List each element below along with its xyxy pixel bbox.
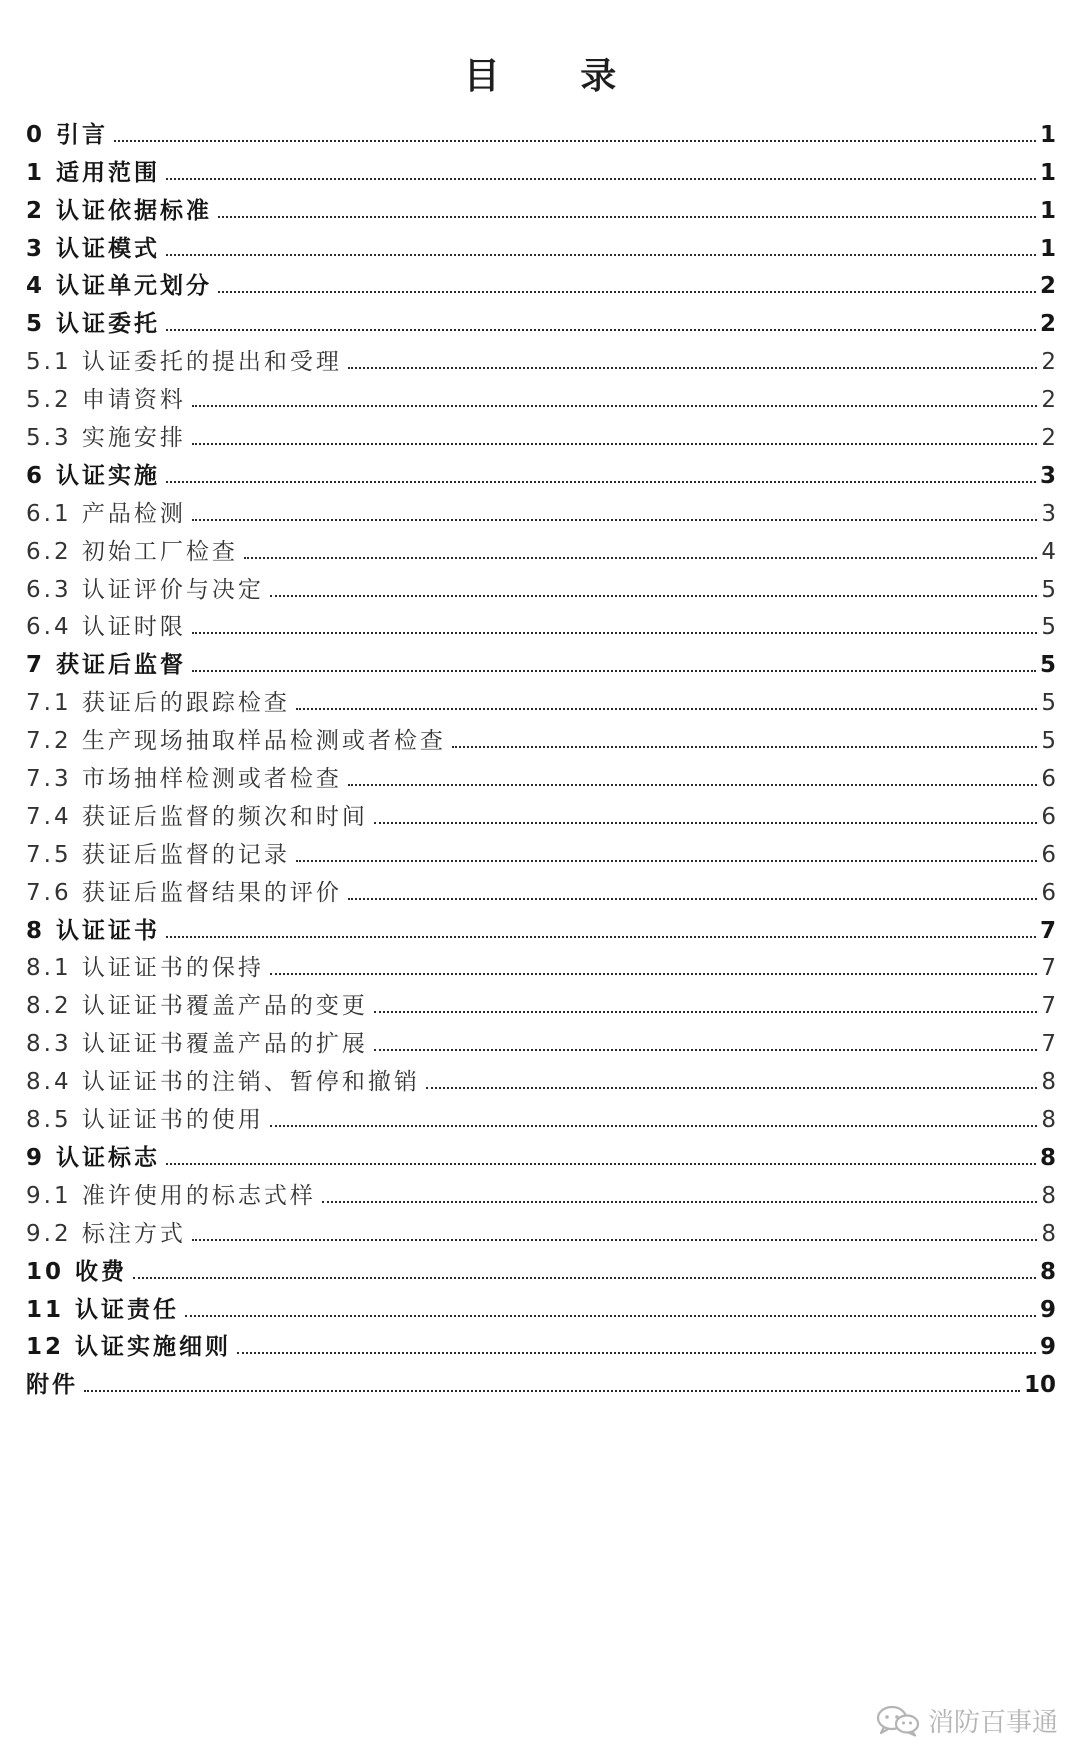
toc-entry[interactable] (26, 529, 1056, 567)
dot-leader (185, 1315, 1036, 1317)
toc-entry[interactable] (26, 567, 1056, 605)
dot-leader (270, 1125, 1037, 1127)
toc-entry-label: 0 引言 (26, 121, 109, 148)
dot-leader (374, 1011, 1037, 1013)
toc-entry[interactable] (26, 718, 1056, 756)
dot-leader (270, 973, 1037, 975)
toc-entry[interactable] (26, 983, 1056, 1021)
toc-entry-page-number: 2 (1041, 425, 1056, 452)
toc-entry-page-number: 8 (1041, 1069, 1056, 1096)
toc-entry-page-number: 3 (1039, 462, 1056, 489)
toc-entry-label: 7 获证后监督 (26, 652, 187, 679)
toc-entry[interactable] (26, 1249, 1056, 1287)
toc-entry-page-number: 7 (1041, 955, 1056, 982)
toc-entry[interactable] (26, 605, 1056, 643)
toc-entry-label: 8.4 认证证书的注销、暂停和撤销 (26, 1069, 420, 1096)
toc-entry-page-number: 9 (1039, 1334, 1056, 1361)
dot-leader (114, 140, 1036, 142)
toc-entry-label: 6.1 产品检测 (26, 500, 186, 527)
dot-leader (218, 291, 1036, 293)
toc-entry-label: 1 适用范围 (26, 159, 161, 186)
toc-entry[interactable] (26, 756, 1056, 794)
toc-entry-label: 7.6 获证后监督结果的评价 (26, 879, 342, 906)
dot-leader (84, 1390, 1020, 1392)
toc-entry[interactable] (26, 1021, 1056, 1059)
toc-entry[interactable] (26, 1211, 1056, 1249)
toc-entry-label: 6.4 认证时限 (26, 614, 186, 641)
toc-entry[interactable] (26, 642, 1056, 680)
toc-entry-page-number: 2 (1041, 387, 1056, 414)
toc-entry-label: 8.1 认证证书的保持 (26, 955, 264, 982)
toc-entry-label: 7.2 生产现场抽取样品检测或者检查 (26, 728, 446, 755)
toc-entry[interactable] (26, 1325, 1056, 1363)
toc-entry-page-number: 1 (1039, 121, 1056, 148)
dot-leader (166, 254, 1036, 256)
dot-leader (166, 1163, 1036, 1165)
toc-entry[interactable] (26, 870, 1056, 908)
toc-entry-page-number: 7 (1041, 993, 1056, 1020)
toc-entry-page-number: 8 (1041, 1182, 1056, 1209)
toc-entry-label: 7.5 获证后监督的记录 (26, 841, 290, 868)
toc-entry-page-number: 6 (1041, 879, 1056, 906)
toc-entry[interactable] (26, 491, 1056, 529)
toc-entry[interactable] (26, 415, 1056, 453)
dot-leader (322, 1201, 1037, 1203)
toc-entry-label: 9.2 标注方式 (26, 1220, 186, 1247)
dot-leader (166, 936, 1036, 938)
toc-entry-label: 2 认证依据标准 (26, 197, 213, 224)
toc-entry[interactable] (26, 1135, 1056, 1173)
toc-entry-page-number: 8 (1041, 1107, 1056, 1134)
toc-entry-page-number: 8 (1041, 1220, 1056, 1247)
dot-leader (296, 860, 1037, 862)
dot-leader (296, 708, 1037, 710)
toc-entry[interactable] (26, 908, 1056, 946)
dot-leader (192, 1239, 1037, 1241)
dot-leader (166, 481, 1036, 483)
toc-entry-page-number: 4 (1041, 538, 1056, 565)
toc-entry[interactable] (26, 1059, 1056, 1097)
toc-entry[interactable] (26, 339, 1056, 377)
toc-entry[interactable] (26, 832, 1056, 870)
toc-entry-label: 8.5 认证证书的使用 (26, 1107, 264, 1134)
toc-entry[interactable] (26, 680, 1056, 718)
toc-entry[interactable] (26, 946, 1056, 984)
toc-entry-label: 5.1 认证委托的提出和受理 (26, 349, 342, 376)
toc-entry-page-number: 5 (1041, 614, 1056, 641)
toc-entry-page-number: 1 (1039, 235, 1056, 262)
dot-leader (374, 1049, 1037, 1051)
toc-entry[interactable] (26, 453, 1056, 491)
toc-entry-label: 5.3 实施安排 (26, 425, 186, 452)
toc-entry-label: 4 认证单元划分 (26, 273, 213, 300)
dot-leader (348, 367, 1037, 369)
dot-leader (348, 898, 1037, 900)
toc-entry-page-number: 5 (1041, 690, 1056, 717)
dot-leader (166, 329, 1036, 331)
toc-entry[interactable] (26, 301, 1056, 339)
toc-entry-label: 7.4 获证后监督的频次和时间 (26, 803, 368, 830)
dot-leader (452, 746, 1037, 748)
dot-leader (166, 178, 1036, 180)
watermark (876, 1702, 1058, 1739)
dot-leader (218, 216, 1036, 218)
toc-entry[interactable] (26, 226, 1056, 264)
toc-entry-label: 5 认证委托 (26, 311, 161, 338)
toc-entry-label: 6.2 初始工厂检查 (26, 538, 238, 565)
toc-entry-label: 11 认证责任 (26, 1296, 180, 1323)
toc-entry-page-number: 5 (1041, 728, 1056, 755)
toc-entry-page-number: 2 (1039, 311, 1056, 338)
toc-entry[interactable] (26, 150, 1056, 188)
toc-entry-label: 8.3 认证证书覆盖产品的扩展 (26, 1031, 368, 1058)
dot-leader (192, 405, 1037, 407)
dot-leader (237, 1352, 1036, 1354)
toc-entry[interactable] (26, 1287, 1056, 1325)
toc-entry-page-number: 1 (1039, 197, 1056, 224)
page-title: 目 录 (463, 56, 651, 97)
toc-entry-page-number: 2 (1039, 273, 1056, 300)
toc-entry-label: 8.2 认证证书覆盖产品的变更 (26, 993, 368, 1020)
toc-entry[interactable] (26, 1173, 1056, 1211)
dot-leader (374, 822, 1037, 824)
toc-entry-page-number: 9 (1039, 1296, 1056, 1323)
dot-leader (348, 784, 1037, 786)
toc-entry-label: 9 认证标志 (26, 1144, 161, 1171)
toc-entry-label: 9.1 准许使用的标志式样 (26, 1182, 316, 1209)
toc-entry-label: 6 认证实施 (26, 462, 161, 489)
dot-leader (192, 632, 1037, 634)
toc-entry-label: 7.1 获证后的跟踪检查 (26, 690, 290, 717)
toc-entry-page-number: 8 (1039, 1144, 1056, 1171)
toc-entry-label: 附件 (26, 1372, 78, 1399)
toc-entry-label: 3 认证模式 (26, 235, 161, 262)
toc-entry[interactable] (26, 377, 1056, 415)
toc-entry-page-number: 2 (1041, 349, 1056, 376)
toc-entry-page-number: 3 (1041, 500, 1056, 527)
toc-entry-page-number: 5 (1039, 652, 1056, 679)
wechat-icon (876, 1705, 920, 1737)
toc-entry[interactable] (26, 794, 1056, 832)
toc-entry[interactable] (26, 112, 1056, 150)
toc-entry-page-number: 6 (1041, 803, 1056, 830)
toc-entry-page-number: 6 (1041, 766, 1056, 793)
toc-entry[interactable] (26, 1362, 1056, 1400)
toc-entry[interactable] (26, 188, 1056, 226)
toc-entry-page-number: 10 (1023, 1372, 1056, 1399)
toc-entry-label: 12 认证实施细则 (26, 1334, 232, 1361)
watermark-text: 消防百事通 (927, 1708, 1058, 1738)
dot-leader (133, 1277, 1036, 1279)
dot-leader (270, 595, 1037, 597)
dot-leader (192, 670, 1036, 672)
toc-entry[interactable] (26, 1097, 1056, 1135)
toc-entry-page-number: 1 (1039, 159, 1056, 186)
toc-entry-page-number: 8 (1039, 1258, 1056, 1285)
toc-entry-page-number: 7 (1041, 1031, 1056, 1058)
toc-entry-label: 10 收费 (26, 1258, 128, 1285)
toc-entry-label: 6.3 认证评价与决定 (26, 576, 264, 603)
dot-leader (192, 519, 1037, 521)
toc-entry-label: 8 认证证书 (26, 917, 161, 944)
toc-entry-label: 5.2 申请资料 (26, 387, 186, 414)
toc-entry-page-number: 7 (1039, 917, 1056, 944)
dot-leader (426, 1087, 1037, 1089)
dot-leader (192, 443, 1037, 445)
toc-entry-page-number: 6 (1041, 841, 1056, 868)
dot-leader (244, 557, 1037, 559)
table-of-contents (26, 112, 1056, 1400)
toc-entry-page-number: 5 (1041, 576, 1056, 603)
toc-entry[interactable] (26, 264, 1056, 302)
toc-entry-label: 7.3 市场抽样检测或者检查 (26, 766, 342, 793)
